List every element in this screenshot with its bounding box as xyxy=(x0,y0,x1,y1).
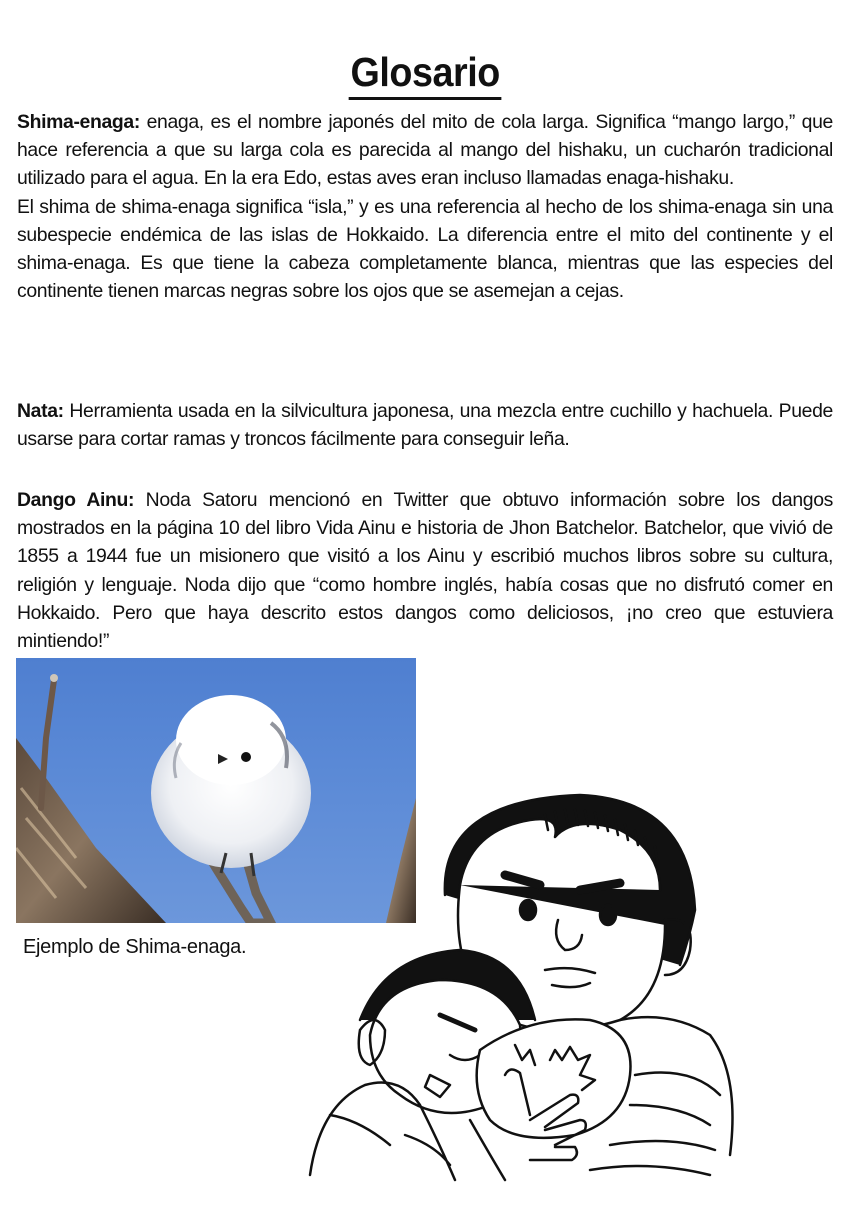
page-title-container xyxy=(0,50,850,100)
glossary-entry-dango-ainu xyxy=(17,486,833,655)
glossary-term: Dango Ainu: xyxy=(17,489,135,511)
glossary-definition: Noda Satoru mencionó en Twitter que obtuvo información sobre los dangos mostrados en la página 10 del libro Vida Ainu e historia de Jhon Batchelor. Batchelor, que vivió de 1855 a 1944 fue un misionero que visitó a los Ainu y escribió muchos libros sobre su cultura, religión y lenguaje. Noda dijo que “como hombre inglés, había cosas que no disfrutó comer en Hokkaido. Pero que haya descrito estos dangos como deliciosos, ¡no creo que estuviera mintiendo!” xyxy=(17,489,833,653)
children-drawing xyxy=(290,775,770,1185)
photo-caption: Ejemplo de Shima-enaga. xyxy=(23,936,247,958)
glossary-entry-nata xyxy=(17,397,833,453)
page-title: Glosario xyxy=(348,50,501,100)
manga-illustration xyxy=(290,775,770,1185)
glossary-definition: Herramienta usada en la silvicultura japonesa, una mezcla entre cuchillo y hachuela. Puede usarse para cortar ramas y troncos fácilmente para conseguir leña. xyxy=(17,400,833,451)
entry-paragraph: El shima de shima-enaga significa “isla,” y es una referencia al hecho de los shima-enaga sin una subespecie endémica de las islas de Hokkaido. La diferencia entre el mito del continente y el shima-enaga. Es que tiene la cabeza completamente blanca, mientras que las especies del continente tienen marcas negras sobre los ojos que se asemejan a cejas. xyxy=(17,195,833,303)
entry-paragraph xyxy=(17,397,833,453)
glossary-term: Nata: xyxy=(17,400,64,422)
glossary-definition: enaga, es el nombre japonés del mito de cola larga. Significa “mango largo,” que hace referencia a que su larga cola es parecida al mango del hishaku, un cucharón tradicional utilizado para el agua. En la era Edo, estas aves eran incluso llamadas enaga-hishaku. xyxy=(17,111,833,190)
glossary-entry-shima-enaga xyxy=(17,108,833,305)
glossary-term: Shima-enaga: xyxy=(17,111,140,133)
entry-paragraph xyxy=(17,486,833,655)
entry-paragraph xyxy=(17,108,833,193)
